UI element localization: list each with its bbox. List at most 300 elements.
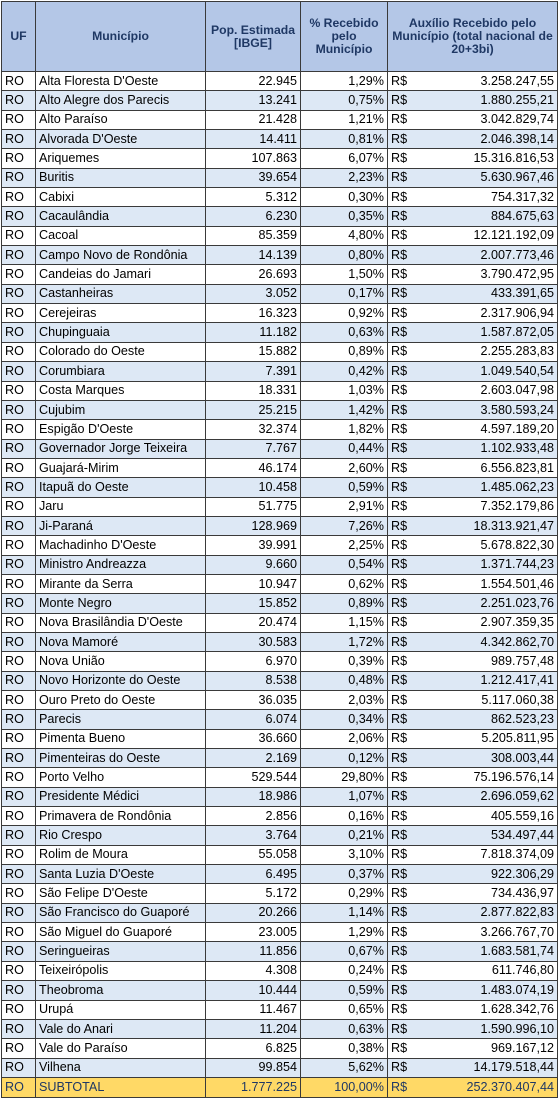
cell-uf: RO [2, 284, 36, 303]
cell-aux-value: 5.678.822,30 [480, 537, 554, 552]
cell-aux-value: 12.121.192,09 [473, 228, 554, 243]
cell-aux [388, 304, 558, 323]
cell-municipio: Santa Luzia D'Oeste [36, 865, 206, 884]
cell-pop: 529.544 [206, 768, 301, 787]
cell-pop: 23.005 [206, 923, 301, 942]
cell-pct: 1,21% [301, 110, 388, 129]
cell-pct: 0,89% [301, 342, 388, 361]
cell-municipio: Theobroma [36, 981, 206, 1000]
cell-uf: RO [2, 845, 36, 864]
cell-municipio: Alvorada D'Oeste [36, 130, 206, 149]
currency-symbol: R$ [391, 924, 408, 939]
cell-aux-value: 1.628.342,76 [480, 1002, 554, 1017]
cell-uf: RO [2, 903, 36, 922]
table-row [2, 1019, 558, 1038]
cell-aux [388, 884, 558, 903]
cell-pct: 6,07% [301, 149, 388, 168]
currency-symbol: R$ [391, 73, 408, 88]
currency-symbol: R$ [391, 189, 408, 204]
cell-aux [388, 1000, 558, 1019]
cell-pop: 20.266 [206, 903, 301, 922]
cell-municipio: Guajará-Mirim [36, 458, 206, 477]
header-pop: Pop. Estimada [IBGE] [206, 2, 301, 72]
cell-aux [388, 787, 558, 806]
table-row [2, 246, 558, 265]
cell-aux [388, 826, 558, 845]
cell-pct: 0,38% [301, 1039, 388, 1058]
table-row [2, 1058, 558, 1077]
subtotal-label: SUBTOTAL [36, 1077, 206, 1097]
cell-aux-value: 2.696.059,62 [480, 789, 554, 804]
cell-aux-value: 922.306,29 [490, 866, 554, 881]
cell-aux [388, 613, 558, 632]
cell-pop: 3.764 [206, 826, 301, 845]
cell-pct: 0,34% [301, 710, 388, 729]
cell-pct: 1,14% [301, 903, 388, 922]
table-row [2, 710, 558, 729]
table-row [2, 362, 558, 381]
cell-municipio: Itapuã do Oeste [36, 478, 206, 497]
table-row [2, 632, 558, 651]
currency-symbol: R$ [391, 847, 408, 862]
cell-municipio: Ariquemes [36, 149, 206, 168]
cell-pct: 0,30% [301, 188, 388, 207]
currency-symbol: R$ [391, 673, 408, 688]
cell-pct: 0,75% [301, 91, 388, 110]
cell-pct: 0,21% [301, 826, 388, 845]
currency-symbol: R$ [391, 828, 408, 843]
table-row [2, 1000, 558, 1019]
cell-uf: RO [2, 110, 36, 129]
cell-municipio: Ji-Paraná [36, 516, 206, 535]
cell-aux [388, 420, 558, 439]
currency-symbol: R$ [391, 963, 408, 978]
table-row [2, 226, 558, 245]
table-row [2, 265, 558, 284]
cell-aux [388, 342, 558, 361]
cell-aux [388, 652, 558, 671]
cell-pop: 16.323 [206, 304, 301, 323]
cell-municipio: Alta Floresta D'Oeste [36, 72, 206, 91]
cell-aux [388, 671, 558, 690]
cell-municipio: Rio Crespo [36, 826, 206, 845]
currency-symbol: R$ [391, 576, 408, 591]
currency-symbol: R$ [391, 789, 408, 804]
table-row [2, 91, 558, 110]
cell-uf: RO [2, 594, 36, 613]
cell-municipio: Candeias do Jamari [36, 265, 206, 284]
cell-municipio: Pimenta Bueno [36, 729, 206, 748]
cell-pop: 20.474 [206, 613, 301, 632]
currency-symbol: R$ [391, 93, 408, 108]
currency-symbol: R$ [391, 421, 408, 436]
currency-symbol: R$ [391, 1021, 408, 1036]
cell-aux-value: 754.317,32 [490, 189, 554, 204]
cell-municipio: Buritis [36, 168, 206, 187]
currency-symbol: R$ [391, 247, 408, 262]
currency-symbol: R$ [391, 286, 408, 301]
cell-municipio: Chupinguaia [36, 323, 206, 342]
cell-aux [388, 961, 558, 980]
cell-municipio: Alto Alegre dos Parecis [36, 91, 206, 110]
cell-uf: RO [2, 729, 36, 748]
currency-symbol: R$ [391, 383, 408, 398]
table-row [2, 768, 558, 787]
currency-symbol: R$ [391, 305, 408, 320]
cell-pct: 1,07% [301, 787, 388, 806]
cell-aux-value: 1.485.062,23 [480, 479, 554, 494]
cell-aux [388, 207, 558, 226]
cell-aux-value: 3.266.767,70 [480, 924, 554, 939]
currency-symbol: R$ [391, 460, 408, 475]
cell-pop: 6.230 [206, 207, 301, 226]
cell-municipio: Cerejeiras [36, 304, 206, 323]
cell-uf: RO [2, 574, 36, 593]
cell-municipio: Cabixi [36, 188, 206, 207]
cell-municipio: Corumbiara [36, 362, 206, 381]
cell-uf: RO [2, 207, 36, 226]
cell-pct: 0,62% [301, 574, 388, 593]
cell-pct: 1,82% [301, 420, 388, 439]
cell-pct: 0,63% [301, 323, 388, 342]
cell-uf: RO [2, 149, 36, 168]
cell-uf: RO [2, 652, 36, 671]
cell-uf: RO [2, 304, 36, 323]
cell-municipio: Costa Marques [36, 381, 206, 400]
cell-aux [388, 981, 558, 1000]
cell-aux [388, 458, 558, 477]
cell-pct: 0,89% [301, 594, 388, 613]
cell-aux [388, 903, 558, 922]
cell-pct: 1,29% [301, 72, 388, 91]
cell-aux [388, 768, 558, 787]
cell-aux-value: 405.559,16 [490, 808, 554, 823]
cell-pop: 5.312 [206, 188, 301, 207]
cell-pct: 0,37% [301, 865, 388, 884]
table-row [2, 1039, 558, 1058]
cell-uf: RO [2, 342, 36, 361]
cell-uf: RO [2, 226, 36, 245]
cell-uf: RO [2, 1019, 36, 1038]
cell-uf: RO [2, 381, 36, 400]
cell-pct: 7,26% [301, 516, 388, 535]
cell-aux [388, 400, 558, 419]
cell-pop: 6.074 [206, 710, 301, 729]
cell-pct: 0,16% [301, 807, 388, 826]
cell-municipio: São Felipe D'Oeste [36, 884, 206, 903]
table-row [2, 188, 558, 207]
cell-municipio: Cacaulândia [36, 207, 206, 226]
cell-aux-value: 3.790.472,95 [480, 267, 554, 282]
municipality-aid-table [1, 1, 558, 1098]
cell-aux-value: 611.746,80 [491, 963, 554, 978]
cell-aux [388, 729, 558, 748]
table-row [2, 555, 558, 574]
currency-symbol: R$ [391, 712, 408, 727]
cell-aux-value: 5.205.811,95 [481, 731, 554, 746]
cell-aux [388, 807, 558, 826]
cell-uf: RO [2, 613, 36, 632]
cell-municipio: Seringueiras [36, 942, 206, 961]
cell-aux [388, 710, 558, 729]
cell-municipio: Porto Velho [36, 768, 206, 787]
cell-pop: 6.825 [206, 1039, 301, 1058]
currency-symbol: R$ [391, 557, 408, 572]
cell-municipio: Vale do Paraíso [36, 1039, 206, 1058]
cell-pct: 0,17% [301, 284, 388, 303]
cell-pct: 1,42% [301, 400, 388, 419]
cell-aux-value: 534.497,44 [490, 828, 554, 843]
currency-symbol: R$ [391, 479, 408, 494]
cell-uf: RO [2, 691, 36, 710]
cell-aux [388, 516, 558, 535]
table-row [2, 323, 558, 342]
table-row [2, 400, 558, 419]
cell-uf: RO [2, 72, 36, 91]
cell-aux-value: 2.251.023,76 [480, 595, 554, 610]
cell-aux [388, 110, 558, 129]
cell-uf: RO [2, 981, 36, 1000]
table-row [2, 903, 558, 922]
currency-symbol: R$ [391, 363, 408, 378]
table-row [2, 729, 558, 748]
table-row [2, 845, 558, 864]
cell-pop: 10.458 [206, 478, 301, 497]
cell-pop: 14.411 [206, 130, 301, 149]
cell-aux-value: 2.603.047,98 [480, 383, 554, 398]
cell-pct: 29,80% [301, 768, 388, 787]
table-row [2, 458, 558, 477]
table-row [2, 497, 558, 516]
cell-aux [388, 323, 558, 342]
cell-municipio: Alto Paraíso [36, 110, 206, 129]
cell-municipio: Primavera de Rondônia [36, 807, 206, 826]
cell-pop: 36.035 [206, 691, 301, 710]
cell-pct: 0,65% [301, 1000, 388, 1019]
cell-aux [388, 226, 558, 245]
cell-uf: RO [2, 942, 36, 961]
cell-uf: RO [2, 420, 36, 439]
currency-symbol: R$ [391, 770, 408, 785]
cell-pct: 2,06% [301, 729, 388, 748]
cell-pop: 55.058 [206, 845, 301, 864]
currency-symbol: R$ [391, 112, 408, 127]
cell-municipio: Espigão D'Oeste [36, 420, 206, 439]
subtotal-pop: 1.777.225 [206, 1077, 301, 1097]
cell-pop: 6.970 [206, 652, 301, 671]
cell-aux-value: 5.630.967,46 [480, 170, 554, 185]
cell-aux [388, 749, 558, 768]
cell-uf: RO [2, 768, 36, 787]
cell-aux [388, 632, 558, 651]
cell-pop: 15.882 [206, 342, 301, 361]
cell-aux-value: 862.523,23 [490, 712, 554, 727]
cell-pop: 51.775 [206, 497, 301, 516]
cell-uf: RO [2, 1000, 36, 1019]
currency-symbol: R$ [391, 209, 408, 224]
cell-uf: RO [2, 961, 36, 980]
cell-pct: 0,44% [301, 439, 388, 458]
cell-pop: 2.856 [206, 807, 301, 826]
cell-pop: 7.767 [206, 439, 301, 458]
subtotal-row [2, 1077, 558, 1097]
currency-symbol: R$ [391, 1080, 408, 1095]
table-row [2, 942, 558, 961]
cell-aux-value: 6.556.823,81 [480, 460, 554, 475]
cell-pop: 9.660 [206, 555, 301, 574]
cell-aux [388, 284, 558, 303]
cell-aux-value: 1.102.933,48 [480, 441, 554, 456]
header-pct: % Recebido pelo Município [301, 2, 388, 72]
table-row [2, 865, 558, 884]
cell-uf: RO [2, 807, 36, 826]
cell-aux [388, 72, 558, 91]
cell-pct: 2,60% [301, 458, 388, 477]
table-row [2, 749, 558, 768]
cell-pct: 2,23% [301, 168, 388, 187]
cell-uf: RO [2, 749, 36, 768]
currency-symbol: R$ [391, 267, 408, 282]
cell-aux [388, 439, 558, 458]
cell-uf: RO [2, 497, 36, 516]
cell-municipio: Mirante da Serra [36, 574, 206, 593]
cell-pop: 11.856 [206, 942, 301, 961]
cell-pop: 2.169 [206, 749, 301, 768]
cell-aux [388, 246, 558, 265]
table-row [2, 439, 558, 458]
cell-pct: 0,59% [301, 981, 388, 1000]
subtotal-uf: RO [2, 1077, 36, 1097]
cell-pct: 0,48% [301, 671, 388, 690]
cell-aux-value: 1.554.501,46 [480, 576, 554, 591]
currency-symbol: R$ [391, 1040, 408, 1055]
cell-aux [388, 845, 558, 864]
cell-aux-value: 75.196.576,14 [473, 770, 554, 785]
table-row [2, 342, 558, 361]
table-header [2, 2, 558, 72]
cell-pop: 7.391 [206, 362, 301, 381]
cell-uf: RO [2, 710, 36, 729]
subtotal-aux-value: 252.370.407,44 [466, 1080, 554, 1095]
cell-pct: 0,92% [301, 304, 388, 323]
cell-aux-value: 2.877.822,83 [480, 905, 554, 920]
cell-pop: 32.374 [206, 420, 301, 439]
cell-municipio: Vale do Anari [36, 1019, 206, 1038]
currency-symbol: R$ [391, 731, 408, 746]
cell-pct: 2,03% [301, 691, 388, 710]
cell-pop: 10.444 [206, 981, 301, 1000]
table-row [2, 826, 558, 845]
cell-pop: 25.215 [206, 400, 301, 419]
table-row [2, 130, 558, 149]
cell-aux-value: 1.590.996,10 [480, 1021, 554, 1036]
table-row [2, 884, 558, 903]
cell-pct: 0,39% [301, 652, 388, 671]
cell-uf: RO [2, 323, 36, 342]
table-row [2, 613, 558, 632]
cell-pct: 1,15% [301, 613, 388, 632]
currency-symbol: R$ [391, 402, 408, 417]
currency-symbol: R$ [391, 750, 408, 765]
cell-aux-value: 5.117.060,38 [481, 692, 554, 707]
currency-symbol: R$ [391, 325, 408, 340]
subtotal-pct: 100,00% [301, 1077, 388, 1097]
table-row [2, 304, 558, 323]
cell-pct: 5,62% [301, 1058, 388, 1077]
currency-symbol: R$ [391, 518, 408, 533]
cell-aux [388, 865, 558, 884]
currency-symbol: R$ [391, 692, 408, 707]
table-row [2, 671, 558, 690]
cell-aux [388, 555, 558, 574]
cell-uf: RO [2, 516, 36, 535]
cell-municipio: Rolim de Moura [36, 845, 206, 864]
currency-symbol: R$ [391, 944, 408, 959]
cell-uf: RO [2, 865, 36, 884]
cell-pop: 5.172 [206, 884, 301, 903]
cell-aux [388, 942, 558, 961]
cell-aux-value: 7.818.374,09 [480, 847, 554, 862]
cell-pop: 85.359 [206, 226, 301, 245]
cell-pct: 0,42% [301, 362, 388, 381]
cell-uf: RO [2, 91, 36, 110]
table-row [2, 72, 558, 91]
cell-aux-value: 1.049.540,54 [480, 363, 554, 378]
cell-uf: RO [2, 1039, 36, 1058]
subtotal-aux [388, 1077, 558, 1097]
table-body [2, 72, 558, 1078]
table-row [2, 516, 558, 535]
cell-aux-value: 1.587.872,05 [480, 325, 554, 340]
cell-aux [388, 381, 558, 400]
cell-municipio: Ministro Andreazza [36, 555, 206, 574]
currency-symbol: R$ [391, 151, 408, 166]
cell-uf: RO [2, 671, 36, 690]
cell-pop: 36.660 [206, 729, 301, 748]
currency-symbol: R$ [391, 866, 408, 881]
cell-pop: 8.538 [206, 671, 301, 690]
cell-aux-value: 3.042.829,74 [480, 112, 554, 127]
header-uf: UF [2, 2, 36, 72]
cell-municipio: Cacoal [36, 226, 206, 245]
cell-pct: 4,80% [301, 226, 388, 245]
cell-pop: 18.331 [206, 381, 301, 400]
cell-pop: 30.583 [206, 632, 301, 651]
cell-aux-value: 2.907.359,35 [480, 615, 554, 630]
cell-aux [388, 168, 558, 187]
cell-uf: RO [2, 188, 36, 207]
cell-aux [388, 265, 558, 284]
cell-pop: 26.693 [206, 265, 301, 284]
cell-pct: 0,54% [301, 555, 388, 574]
cell-pct: 0,35% [301, 207, 388, 226]
currency-symbol: R$ [391, 537, 408, 552]
cell-pct: 0,63% [301, 1019, 388, 1038]
cell-aux [388, 91, 558, 110]
cell-pop: 107.863 [206, 149, 301, 168]
table-footer [2, 1077, 558, 1097]
cell-uf: RO [2, 168, 36, 187]
currency-symbol: R$ [391, 634, 408, 649]
table-row [2, 110, 558, 129]
cell-aux-value: 989.757,48 [490, 653, 554, 668]
table-row [2, 652, 558, 671]
table-row [2, 284, 558, 303]
cell-uf: RO [2, 555, 36, 574]
currency-symbol: R$ [391, 131, 408, 146]
currency-symbol: R$ [391, 344, 408, 359]
cell-municipio: São Francisco do Guaporé [36, 903, 206, 922]
